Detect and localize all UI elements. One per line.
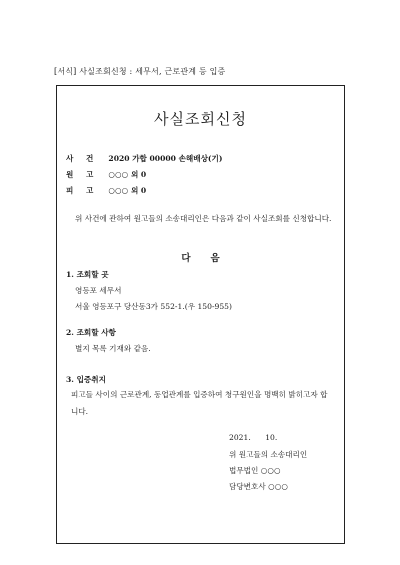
party-row-case <box>66 153 222 164</box>
party-label-2: 건 <box>86 154 94 163</box>
document-frame <box>56 85 345 544</box>
party-row-plaintiff <box>66 169 146 180</box>
da-eum-heading: 다음 <box>181 253 240 264</box>
section-heading-query-place: 1. 조회할 곳 <box>66 270 109 279</box>
signature-line-firm: 법무법인 ○○○ <box>229 466 281 475</box>
section-heading-query-items: 2. 조회할 사항 <box>66 328 116 337</box>
party-label-1: 원 <box>66 170 74 179</box>
defendant-value: ○○○ 외 0 <box>108 186 147 195</box>
proof-purpose-text: 피고들 사이의 근로관계, 동업관계를 입증하여 청구원인을 명백히 밝히고자 합니다. <box>71 390 328 416</box>
form-caption: [서식] 사실조회신청 : 세무서, 근로관계 등 입증 <box>54 67 226 76</box>
party-label-1: 사 <box>66 154 74 163</box>
case-number: 2020 가합 00000 손해배상(기) <box>108 154 223 163</box>
party-label-2: 고 <box>86 170 94 179</box>
signature-line-attorney: 위 원고들의 소송대리인 <box>229 450 308 459</box>
intro-paragraph: 위 사건에 관하여 원고들의 소송대리인은 다음과 같이 사실조회를 신청합니다. <box>75 214 332 223</box>
query-place-address: 서울 영등포구 당산동3가 552-1.(우 150-955) <box>75 302 232 311</box>
document-title: 사실조회신청 <box>154 110 247 128</box>
party-label-2: 고 <box>86 186 94 195</box>
signature-date: 2021. 10. <box>229 433 278 442</box>
party-label-1: 피 <box>66 186 74 195</box>
section-heading-proof-purpose: 3. 입증취지 <box>66 375 106 384</box>
plaintiff-value: ○○○ 외 0 <box>108 170 147 179</box>
query-place-name: 영등포 세무서 <box>75 286 122 295</box>
party-row-defendant <box>66 185 146 196</box>
signature-line-lawyer: 담당변호사 ○○○ <box>229 482 288 491</box>
query-items-text: 별지 목록 기재와 같음. <box>75 344 151 353</box>
